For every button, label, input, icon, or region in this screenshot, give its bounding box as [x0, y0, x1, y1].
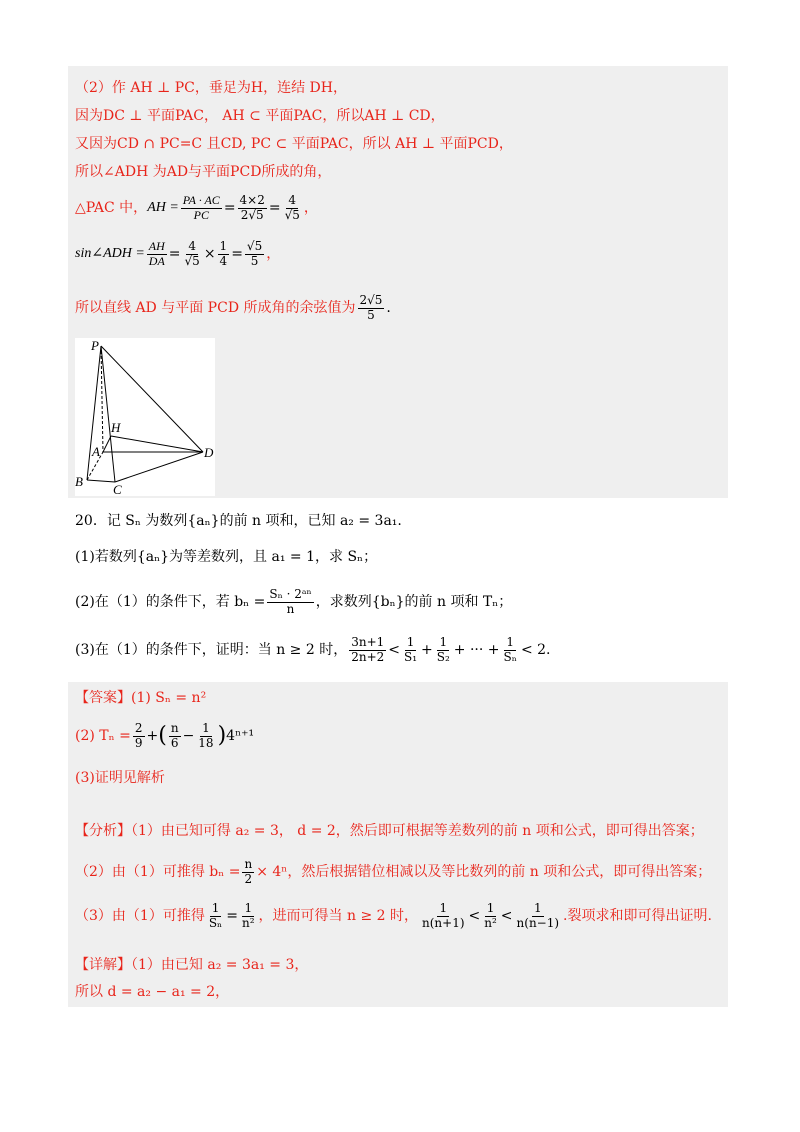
solution-line-3: 又因为CD ∩ PC=C 且CD, PC ⊂ 平面PAC，所以 AH ⊥ 平面PCD， — [75, 136, 513, 152]
fraction-pa-ac-pc: $\frac{PA \cdot AC}{PC}$ — [182, 193, 220, 222]
fraction-1-n-n1: $\frac{1}{n(n+1)}$ — [422, 901, 465, 930]
fraction-1-n-n-1: $\frac{1}{n(n-1)}$ — [516, 901, 560, 930]
analysis-line-1: 【分析】（1）由已知可得 a₂ = 3， d = 2，然后即可根据等差数列的前 n 项和公式，即可得出答案； — [75, 823, 704, 839]
fraction-root5-5: $\frac{√5}{5}$ — [246, 239, 263, 268]
fraction-2-9: $\frac{2}{9}$ — [134, 721, 143, 750]
fraction-1-4: $\frac{1}{4}$ — [219, 239, 228, 268]
answer-line-1: 【答案】(1) Sₙ = n² — [75, 690, 207, 706]
label-p: P — [91, 338, 99, 353]
label-d: D — [204, 445, 214, 460]
fraction-4-root5: $\frac{4}{√5}$ — [284, 193, 300, 222]
solution-line-5: △PAC 中， AH = $\frac{PA \cdot AC}{PC}$ = $\frac{4\times 2}{2√5}$ = $\frac{4}{√5}$ ， — [75, 193, 318, 222]
fraction-n-2: $\frac{n}{2}$ — [244, 857, 253, 886]
edge-pb — [87, 346, 101, 480]
q20-part2: (2)在（1）的条件下，若 bₙ = $\frac{\text{Sₙ · 2ᵃⁿ}}{n}$ ，求数列{bₙ}的前 n 项和 Tₙ； — [75, 587, 513, 616]
solution-line-1: （2）作 AH ⊥ PC，垂足为H，连结 DH， — [75, 80, 347, 96]
fraction-ah-da: $\frac{AH}{DA}$ — [148, 239, 165, 268]
edge-pc — [101, 346, 115, 482]
ah-eq: AH = — [147, 199, 179, 215]
edge-pd — [101, 346, 203, 452]
fraction-1-18: $\frac{1}{18}$ — [198, 721, 214, 750]
q20-part3: (3)在（1）的条件下，证明：当 n ≥ 2 时， $\frac{3n+1}{2n+2}$ < $\frac{1}{\text{S₁}}$ + $\frac{1}{\text{S₂}}$ + ··· + $\frac{1}{\text{Sₙ}}$ < 2. — [75, 635, 551, 664]
fraction-1-sn: $\frac{1}{\text{Sₙ}}$ — [503, 635, 517, 664]
pyramid-diagram — [75, 338, 215, 496]
pyramid-figure — [75, 338, 215, 496]
solution-line-4: 所以∠ADH 为AD与平面PCD所成的角， — [75, 164, 332, 180]
edge-hd — [111, 436, 203, 452]
triangle-pac-label: △PAC 中， — [75, 199, 148, 216]
answer-line-3: (3)证明见解析 — [75, 770, 165, 786]
fraction-1-s1: $\frac{1}{\text{S₁}}$ — [404, 635, 418, 664]
analysis-line-3: （3）由（1）可推得 $\frac{1}{\text{Sₙ}}$ = $\frac{1}{\text{n²}}$ ，进而可得当 n ≥ 2 时， $\frac{1}{n(n+1)}$ < $\frac{1}{\text{n²}}$ < $\frac{1}{n(n-1)}$ .裂项求和即可得出证明. — [75, 901, 712, 930]
solution-line-2: 因为DC ⊥ 平面PAC， AH ⊂ 平面PAC，所以AH ⊥ CD， — [75, 108, 445, 124]
edge-bc — [87, 480, 115, 482]
fraction-1-n2-b: $\frac{1}{\text{n²}}$ — [484, 901, 497, 930]
answer-label: 【答案】 — [75, 690, 131, 706]
answer-line-2: (2) Tₙ = $\frac{2}{9}$ + ( $\frac{n}{6}$ − $\frac{1}{18}$ ) 4ⁿ⁺¹ — [75, 721, 255, 750]
edge-cd — [115, 452, 203, 482]
fraction-4-root5-b: $\frac{4}{√5}$ — [184, 239, 200, 268]
q20-part1: (1)若数列{aₙ}为等差数列，且 a₁ = 1，求 Sₙ； — [75, 549, 378, 565]
sin-adh: sin∠ADH = — [75, 245, 145, 261]
detail-line-1: 【详解】（1）由已知 a₂ = 3a₁ = 3， — [75, 957, 309, 973]
detail-line-2: 所以 d = a₂ − a₁ = 2， — [75, 984, 230, 1000]
fraction-n-6: $\frac{n}{6}$ — [170, 721, 179, 750]
detail-label: 【详解】 — [75, 957, 131, 973]
label-c: C — [113, 482, 122, 496]
analysis-line-2: （2）由（1）可推得 bₙ = $\frac{n}{2}$ × 4ⁿ，然后根据错位相减以及等比数列的前 n 项和公式，即可得出答案； — [75, 857, 712, 886]
fraction-bn: $\frac{\text{Sₙ · 2ᵃⁿ}}{n}$ — [269, 587, 312, 616]
solution-line-6: sin∠ADH = $\frac{AH}{DA}$ = $\frac{4}{√5}$ × $\frac{1}{4}$ = $\frac{√5}{5}$ ， — [75, 239, 281, 268]
fraction-1-s2: $\frac{1}{\text{S₂}}$ — [436, 635, 450, 664]
label-b: B — [75, 474, 83, 489]
solution-line-7: 所以直线 AD 与平面 PCD 所成角的余弦值为 $\frac{2√5}{5}$ . — [75, 293, 391, 322]
fraction-1-sn-b: $\frac{1}{\text{Sₙ}}$ — [208, 901, 223, 930]
fraction-1-n2: $\frac{1}{\text{n²}}$ — [241, 901, 255, 930]
edge-ah — [103, 436, 111, 452]
fraction-4x2: $\frac{4\times 2}{2√5}$ — [239, 193, 265, 222]
fraction-3n1: $\frac{3n+1}{2n+2}$ — [351, 635, 385, 664]
label-h: H — [111, 420, 121, 435]
label-a: A — [92, 444, 100, 459]
analysis-label: 【分析】 — [75, 823, 131, 839]
q20-stem: 20．记 Sₙ 为数列{aₙ}的前 n 项和，已知 a₂ = 3a₁. — [75, 513, 402, 529]
fraction-2root5-5: $\frac{2√5}{5}$ — [359, 293, 383, 322]
